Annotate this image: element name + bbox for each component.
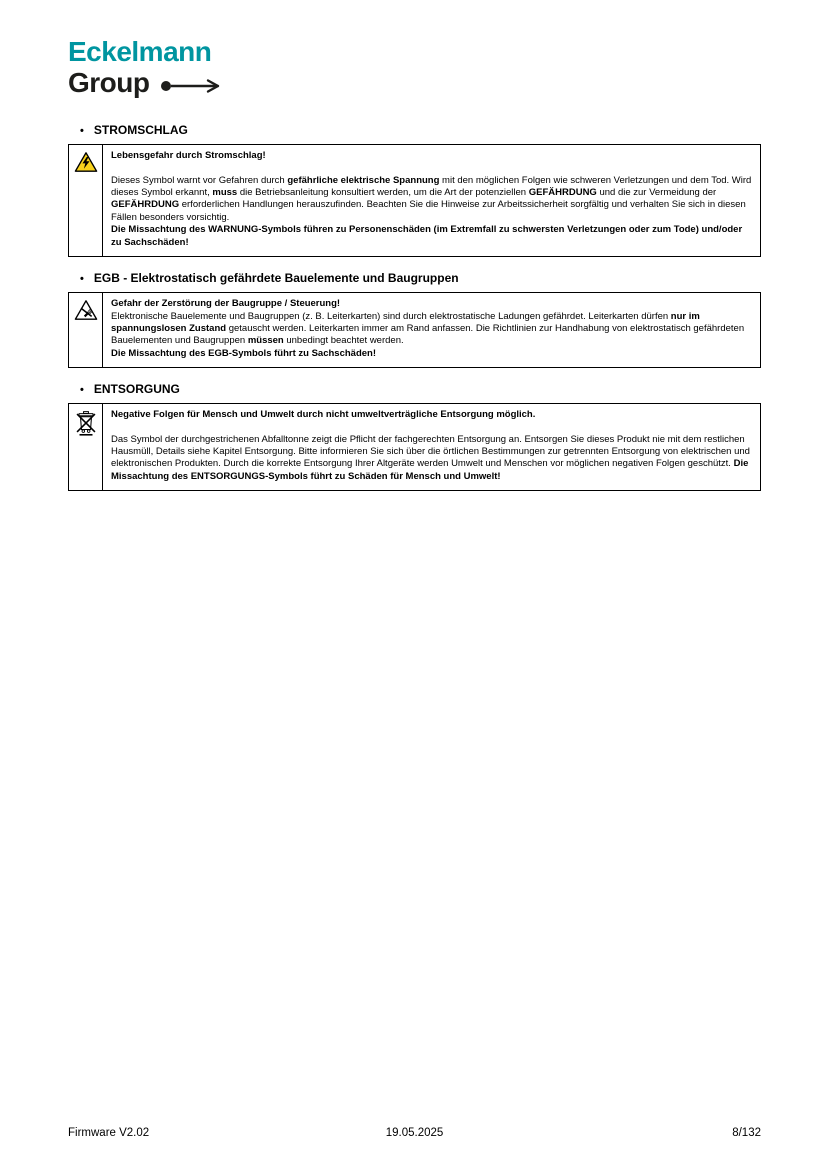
- high-voltage-warning-icon: [74, 151, 98, 256]
- company-logo: [68, 38, 761, 99]
- warning-title: Negative Folgen für Mensch und Umwelt durch nicht umweltverträgliche Entsorgung möglich.: [111, 409, 536, 421]
- section-heading-text: STROMSCHLAG: [93, 123, 188, 138]
- bullet: •: [80, 125, 84, 138]
- section-egb: [68, 271, 761, 368]
- logo-line-group: [68, 67, 761, 100]
- warning-title: Lebensgefahr durch Stromschlag!: [111, 150, 266, 162]
- warning-text-cell: [103, 145, 760, 256]
- logo-text-group: Group: [68, 66, 150, 98]
- section-heading: [80, 382, 761, 396]
- warning-icon-cell: [69, 293, 103, 367]
- warning-body: Elektronische Bauelemente und Baugruppen (z. B. Leiterkarten) sind durch elektrostatische Ladungen gefährdet. Leiterkarten dürfen nur im spannungslosen Zustand getauscht werden. Leiterkarten immer am Rand anfassen. Die Richtlinien zur Handhabung von elektrostatisch gefährdeten Bauelementen und Baugruppen müssen unbedingt beachtet werden. Die Missachtung des EGB-Symbols führt zu Sachschäden!: [111, 310, 745, 359]
- warning-icon-cell: [69, 404, 103, 490]
- section-heading-text: ENTSORGUNG: [93, 382, 180, 397]
- warning-body: Dieses Symbol warnt vor Gefahren durch gefährliche elektrische Spannung mit den möglichen Folgen wie schweren Verletzungen und dem Tod. Wird dieses Symbol erkannt, muss die Betriebsanleitung konsultiert werden, um die Art der potenziellen GEFÄHRDUNG und die zur Vermeidung der GEFÄHRDUNG erforderlichen Handlungen herauszufinden. Beachten Sie die Hinweise zur Arbeitssicherheit sorgfältig und verhalten Sie sich in diesen Fällen besonders vorsichtig. Die Missachtung des WARNUNG-Symbols führen zu Personenschäden (im Extremfall zu schwersten Verletzungen oder zum Tode) und/oder zu Sachschäden!: [111, 174, 752, 248]
- section-stromschlag: [68, 123, 761, 257]
- weee-disposal-icon: [75, 410, 97, 490]
- warning-text-cell: [103, 293, 760, 367]
- page-footer: [68, 1127, 761, 1139]
- esd-warning-icon: [74, 299, 98, 367]
- footer-page-number: 8/132: [732, 1127, 761, 1139]
- warning-body: Das Symbol der durchgestrichenen Abfalltonne zeigt die Pflicht der fachgerechten Entsorgung an. Entsorgen Sie dieses Produkt nie mit dem restlichen Hausmüll, Details siehe Kapitel Entsorgung. Bitte informieren Sie sich über die örtlichen Bestimmungen zur getrennten Entsorgung von elektrischen und elektronischen Produkten. Durch die korrekte Entsorgung Ihrer Altgeräte werden Umwelt und Menschen vor möglichen negativen Folgen geschützt. Die Missachtung des ENTSORGUNGS-Symbols führt zu Schäden für Mensch und Umwelt!: [111, 433, 750, 482]
- bullet: •: [80, 384, 84, 397]
- warning-title: Gefahr der Zerstörung der Baugruppe / Steuerung!: [111, 298, 341, 310]
- warning-text-cell: [103, 404, 760, 490]
- warning-box-stromschlag: [68, 144, 761, 257]
- section-heading: [80, 123, 761, 137]
- section-heading-text: EGB - Elektrostatisch gefährdete Bauelemente und Baugruppen: [93, 271, 459, 286]
- warning-box-egb: [68, 292, 761, 368]
- warning-icon-cell: [69, 145, 103, 256]
- arrow-right-icon: [160, 71, 224, 100]
- logo-text-eckelmann: Eckelmann: [68, 36, 212, 67]
- bullet: •: [80, 273, 84, 286]
- section-entsorgung: [68, 382, 761, 491]
- footer-date: 19.05.2025: [385, 1127, 444, 1139]
- section-heading: [80, 271, 761, 285]
- page-content: [68, 38, 761, 505]
- footer-firmware-version: Firmware V2.02: [68, 1127, 150, 1139]
- warning-box-entsorgung: [68, 403, 761, 491]
